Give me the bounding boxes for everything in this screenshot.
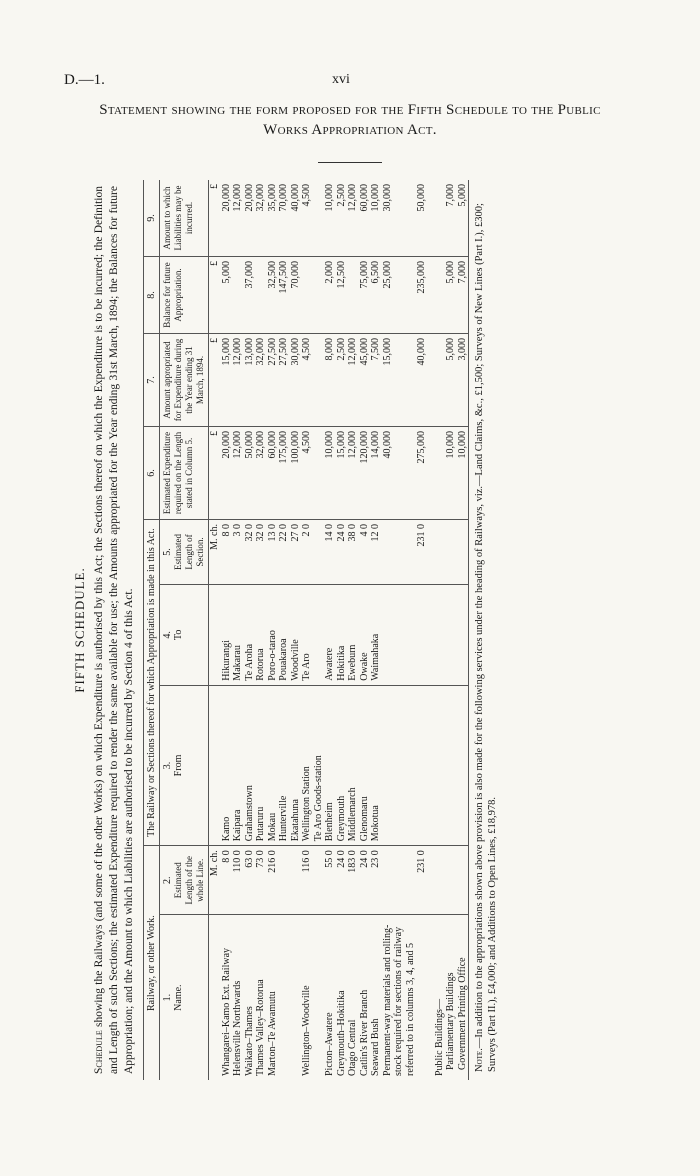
header-sections-group: The Railway or Sections thereof for which Appropriation is made in this Act. xyxy=(144,520,160,846)
public-buildings-heading-row xyxy=(434,180,446,1080)
section-length-chains: 0 xyxy=(255,524,266,529)
balance-future: 12,500 xyxy=(336,257,348,334)
whole-line-length-miles: 24 xyxy=(358,857,370,868)
section-length xyxy=(370,520,382,585)
section-to: Waimahaka xyxy=(370,585,382,686)
table-row xyxy=(255,180,267,1080)
total-liabilities: 50,000 xyxy=(416,180,428,257)
header-c2 xyxy=(160,846,209,915)
whole-line-length-miles: 116 xyxy=(301,857,312,873)
railway-name: Permanent-way materials and rolling-stock required for sections of railway referred to in columns 3, 4, and 5 xyxy=(381,924,416,1076)
section-from: Kaipara xyxy=(232,685,244,846)
header-c3-num: 3. xyxy=(162,761,173,770)
whole-line-length-chains: 0 xyxy=(255,850,266,856)
note-lead: Note. xyxy=(474,1048,485,1072)
header-railway-group: Railway, or other Work. xyxy=(144,846,160,1080)
whole-line-length-miles: 110 xyxy=(232,857,243,873)
section-length xyxy=(382,520,417,585)
section-from: Mokotua xyxy=(370,685,382,846)
amount-appropriated: 30,000 xyxy=(290,334,302,427)
balance-future: 70,000 xyxy=(290,257,302,334)
total-balance: 235,000 xyxy=(416,257,428,334)
header-c7: Amount appropriated for Expenditure during the Year ending 31 March, 1894. xyxy=(160,334,209,427)
whole-line-length xyxy=(290,846,302,915)
railway-name: Whangarei–Kamo Ext. Railway xyxy=(220,947,232,1076)
balance-future xyxy=(347,257,359,334)
header-c6: Estimated Expenditure required on the Length stated in Column 5. xyxy=(160,427,209,520)
table-row xyxy=(290,180,302,1080)
section-to: Awatere xyxy=(324,585,336,686)
whole-line-length-chains: 0 xyxy=(324,850,335,856)
table-row xyxy=(370,180,382,1080)
balance-future xyxy=(232,257,244,334)
section-length xyxy=(255,520,267,585)
page-number: xvi xyxy=(332,72,350,87)
liabilities-amount: 70,000 xyxy=(278,180,290,257)
header-c5-label: Estimated Length of Section. xyxy=(173,534,205,570)
table-row xyxy=(232,180,244,1080)
railway-name: Waikato–Thames xyxy=(243,1006,255,1076)
whole-line-length xyxy=(359,846,371,915)
estimated-expenditure: 15,000 xyxy=(336,427,348,520)
section-from: Grahamstown xyxy=(244,685,256,846)
section-from xyxy=(382,685,417,846)
header-c9: Amount to which Liabilities may be incurred. xyxy=(160,180,209,257)
whole-line-length xyxy=(301,846,313,915)
building-appropriated: 3,000 xyxy=(457,334,469,427)
liabilities-amount: 4,500 xyxy=(301,180,313,257)
amount-appropriated: 12,000 xyxy=(347,334,359,427)
liabilities-amount: 20,000 xyxy=(221,180,233,257)
section-length xyxy=(290,520,302,585)
header-c8: Balance for future Appropriation. xyxy=(160,257,209,334)
building-estimated: 10,000 xyxy=(457,427,469,520)
section-to: Makarau xyxy=(232,585,244,686)
section-length xyxy=(232,520,244,585)
public-buildings-heading: Public Buildings— xyxy=(433,999,445,1076)
section-to: Rotorua xyxy=(255,585,267,686)
section-length-miles: 12 xyxy=(370,531,381,542)
whole-line-length xyxy=(232,846,244,915)
section-length xyxy=(278,520,290,585)
section-length-chains: 0 xyxy=(278,524,289,529)
table-row xyxy=(221,180,233,1080)
balance-future: 25,000 xyxy=(382,257,417,334)
railway-name xyxy=(313,915,325,1080)
section-from: Greymouth xyxy=(336,685,348,846)
railway-name: Otago Central xyxy=(347,1019,358,1076)
total-length-m: 231 xyxy=(416,857,427,873)
total-section-m: 231 xyxy=(416,531,427,547)
rotated-schedule xyxy=(70,180,630,1080)
railway-name: Marton–Te Awamutu xyxy=(266,991,278,1076)
schedule-table xyxy=(143,180,469,1080)
whole-line-length-chains: 0 xyxy=(347,850,358,856)
amount-appropriated: 15,000 xyxy=(221,334,233,427)
section-length-chains: 0 xyxy=(347,524,358,529)
estimated-expenditure: 40,000 xyxy=(382,427,417,520)
section-length-chains: 0 xyxy=(266,524,278,529)
whole-line-length-miles: 216 xyxy=(266,857,278,873)
estimated-expenditure: 12,000 xyxy=(347,427,359,520)
section-from: Glenomaru xyxy=(359,685,371,846)
table-row xyxy=(278,180,290,1080)
header-c6-num: 6. xyxy=(144,427,160,520)
table-row xyxy=(382,180,417,1080)
whole-line-length-miles: 55 xyxy=(324,857,335,868)
railway-name xyxy=(278,915,290,1080)
section-length-miles: 38 xyxy=(347,531,358,542)
table-row xyxy=(359,180,371,1080)
section-to: Hikurangi xyxy=(221,585,233,686)
balance-future xyxy=(255,257,267,334)
amount-appropriated xyxy=(313,334,325,427)
whole-line-length xyxy=(347,846,359,915)
section-to: Te Aro xyxy=(301,585,313,686)
table-row xyxy=(267,180,279,1080)
header-c3 xyxy=(160,685,209,846)
header-c1-label: Name. xyxy=(173,984,184,1011)
section-to: Hokitika xyxy=(336,585,348,686)
railway-name xyxy=(290,915,302,1080)
whole-line-length-chains: 0 xyxy=(220,850,232,856)
table-row xyxy=(313,180,325,1080)
whole-line-length-chains: 0 xyxy=(370,850,381,856)
section-length-chains: 0 xyxy=(289,524,301,529)
section-to: Woodville xyxy=(290,585,302,686)
liabilities-amount: 30,000 xyxy=(382,180,417,257)
whole-line-length-miles: 63 xyxy=(243,857,255,868)
section-length xyxy=(347,520,359,585)
note-text: —In addition to the appropriations shown above provision is also made for the following services under the heading of Railways, viz.—Land Claims, &c., £1,500; Surveys of New Lines (Part I.), £300; Surveys (Part II.), £4,000; and Additions to Open Lines, £18,978. xyxy=(474,203,498,1072)
section-length-chains: 0 xyxy=(324,524,335,529)
section-length-miles: 13 xyxy=(266,531,278,542)
whole-line-length xyxy=(278,846,290,915)
header-c4-label: To xyxy=(173,629,184,641)
section-length xyxy=(221,520,233,585)
section-from: Mokau xyxy=(267,685,279,846)
section-length-miles: 4 xyxy=(358,531,370,537)
table-row xyxy=(244,180,256,1080)
section-to xyxy=(313,585,325,686)
section-length xyxy=(313,520,325,585)
section-length-miles: 27 xyxy=(289,531,301,542)
table-row xyxy=(445,180,457,1080)
section-length-miles: 24 xyxy=(335,531,347,542)
unit-pound: £ xyxy=(209,180,221,257)
section-length-miles: 14 xyxy=(324,531,335,542)
section-to: Pouakaroa xyxy=(278,585,290,686)
amount-appropriated: 12,000 xyxy=(232,334,244,427)
section-length xyxy=(336,520,348,585)
title-line-2: Works Appropriation Act. xyxy=(263,122,437,138)
section-to: Owake xyxy=(359,585,371,686)
amount-appropriated: 13,000 xyxy=(244,334,256,427)
section-length-chains: 0 xyxy=(220,524,232,529)
unit-pound: £ xyxy=(209,257,221,334)
building-name: Government Printing Office xyxy=(456,957,468,1070)
schedule-note xyxy=(473,188,499,1072)
section-length-chains: 0 xyxy=(301,524,312,529)
estimated-expenditure: 20,000 xyxy=(221,427,233,520)
balance-future: 32,500 xyxy=(267,257,279,334)
amount-appropriated: 8,000 xyxy=(324,334,336,427)
whole-line-length-miles: 23 xyxy=(370,857,381,868)
section-from: Blenheim xyxy=(324,685,336,846)
unit-m: M. xyxy=(209,538,220,550)
railway-name: Wellington–Woodville xyxy=(301,985,312,1076)
header-c7-num: 7. xyxy=(144,334,160,427)
liabilities-amount: 35,000 xyxy=(267,180,279,257)
section-from: Putaruru xyxy=(255,685,267,846)
railway-name: Thames Valley–Rotorua xyxy=(255,979,266,1076)
estimated-expenditure: 4,500 xyxy=(301,427,313,520)
unit-pound: £ xyxy=(209,427,221,520)
header-c3-label: From xyxy=(173,754,184,777)
building-liabilities: 5,000 xyxy=(457,180,469,257)
total-section-ch: 0 xyxy=(416,524,427,529)
table-row xyxy=(301,180,313,1080)
unit-pound: £ xyxy=(209,334,221,427)
section-from: Te Aro Goods-station xyxy=(313,685,325,846)
railway-total-row xyxy=(416,180,428,1080)
liabilities-amount: 40,000 xyxy=(290,180,302,257)
intro-text: showing the Railways (and some of the other Works) on which Expenditure is authorised by this Act; the Sections thereof on which the Expenditure is to be incurred; the Definition and Length of such Sections; the estimated Expenditure required to render the same available for use; the Amounts appropriated for the Year ending 31st March, 1894; the Balances for future Appropriation; and the Amount to which Liabilities are authorised to be incurred by Section 4 of this Act. xyxy=(93,185,135,1074)
section-length-miles: 32 xyxy=(255,531,266,542)
amount-appropriated: 27,500 xyxy=(278,334,290,427)
whole-line-length-chains: 0 xyxy=(232,850,243,856)
railway-name: Picton–Awatere xyxy=(324,1012,335,1076)
amount-appropriated: 32,000 xyxy=(255,334,267,427)
section-length xyxy=(359,520,371,585)
liabilities-amount: 60,000 xyxy=(359,180,371,257)
unit-m: M. xyxy=(209,864,220,877)
whole-line-length xyxy=(255,846,267,915)
whole-line-length-chains: 0 xyxy=(243,850,255,856)
estimated-expenditure: 60,000 xyxy=(267,427,279,520)
header-c2-label: Estimated Length of the whole Line. xyxy=(173,856,205,905)
whole-line-length-chains: 0 xyxy=(266,850,278,856)
liabilities-amount: 32,000 xyxy=(255,180,267,257)
estimated-expenditure: 100,000 xyxy=(290,427,302,520)
unit-ch: ch. xyxy=(209,524,220,536)
table-row xyxy=(336,180,348,1080)
railway-name: Greymouth–Hokitika xyxy=(335,990,347,1076)
whole-line-length-miles: 24 xyxy=(335,857,347,868)
whole-line-length xyxy=(324,846,336,915)
liabilities-amount: 12,000 xyxy=(347,180,359,257)
section-length-chains: 0 xyxy=(232,524,243,529)
balance-future: 6,500 xyxy=(370,257,382,334)
table-row xyxy=(457,180,469,1080)
estimated-expenditure: 50,000 xyxy=(244,427,256,520)
header-c1 xyxy=(160,915,209,1080)
section-from: Ekatahuna xyxy=(290,685,302,846)
header-c8-num: 8. xyxy=(144,257,160,334)
document-code: D.—1. xyxy=(64,72,105,88)
section-to: Te Aroha xyxy=(244,585,256,686)
amount-appropriated: 27,500 xyxy=(267,334,279,427)
section-length-chains: 0 xyxy=(358,524,370,529)
section-length xyxy=(244,520,256,585)
header-c1-num: 1. xyxy=(162,993,173,1002)
whole-line-length xyxy=(221,846,233,915)
units-row xyxy=(209,180,221,1080)
building-estimated: 10,000 xyxy=(445,427,457,520)
section-length-miles: 32 xyxy=(243,531,255,542)
total-length-ch: 0 xyxy=(416,850,427,856)
liabilities-amount: 2,500 xyxy=(336,180,348,257)
total-estimated: 275,000 xyxy=(416,427,428,520)
schedule-title: FIFTH SCHEDULE. xyxy=(72,567,87,693)
amount-appropriated: 2,500 xyxy=(336,334,348,427)
amount-appropriated: 15,000 xyxy=(382,334,417,427)
section-length-miles: 2 xyxy=(301,531,312,537)
balance-future: 5,000 xyxy=(221,257,233,334)
title-line-1: Statement showing the form proposed for the Fifth Schedule to the Public xyxy=(99,102,601,118)
section-from: Hunterville xyxy=(278,685,290,846)
total-appropriated: 40,000 xyxy=(416,334,428,427)
section-length xyxy=(324,520,336,585)
building-name: Parliamentary Buildings xyxy=(445,972,456,1070)
section-length-miles: 22 xyxy=(278,531,289,542)
whole-line-length xyxy=(370,846,382,915)
header-c5-num: 5. xyxy=(162,548,173,556)
schedule-intro xyxy=(92,186,137,1074)
section-length-chains: 0 xyxy=(243,524,255,529)
whole-line-length-miles: 8 xyxy=(220,857,232,863)
whole-line-length xyxy=(244,846,256,915)
header-c4-num: 4. xyxy=(162,631,173,639)
whole-line-length-chains: 0 xyxy=(358,850,370,856)
table-row xyxy=(324,180,336,1080)
section-length-chains: 0 xyxy=(370,524,381,529)
balance-future: 75,000 xyxy=(359,257,371,334)
section-length-miles: 3 xyxy=(232,531,243,537)
whole-line-length-miles: 73 xyxy=(255,857,266,868)
building-liabilities: 7,000 xyxy=(445,180,457,257)
estimated-expenditure xyxy=(313,427,325,520)
building-appropriated: 5,000 xyxy=(445,334,457,427)
liabilities-amount xyxy=(313,180,325,257)
liabilities-amount: 12,000 xyxy=(232,180,244,257)
section-length xyxy=(301,520,313,585)
whole-line-length xyxy=(267,846,279,915)
amount-appropriated: 7,500 xyxy=(370,334,382,427)
balance-future: 37,000 xyxy=(244,257,256,334)
section-from: Wellington Station xyxy=(301,685,313,846)
intro-lead: Schedule xyxy=(93,1030,105,1074)
estimated-expenditure: 120,000 xyxy=(359,427,371,520)
header-c4 xyxy=(160,585,209,686)
unit-ch: ch. xyxy=(209,850,220,863)
whole-line-length-chains: 0 xyxy=(335,850,347,856)
section-length-chains: 0 xyxy=(335,524,347,529)
whole-line-length-chains: 0 xyxy=(301,850,312,856)
estimated-expenditure: 12,000 xyxy=(232,427,244,520)
title-rule xyxy=(318,162,382,163)
balance-future xyxy=(313,257,325,334)
balance-future: 147,500 xyxy=(278,257,290,334)
section-from: Kamo xyxy=(221,685,233,846)
section-from: Middlemarch xyxy=(347,685,359,846)
section-to: Poro-o-tarao xyxy=(267,585,279,686)
table-row xyxy=(347,180,359,1080)
amount-appropriated: 4,500 xyxy=(301,334,313,427)
whole-line-length-miles: 183 xyxy=(347,857,358,873)
whole-line-length xyxy=(382,846,417,915)
railway-name: Seaward Bush xyxy=(370,1018,381,1076)
header-c9-num: 9. xyxy=(144,180,160,257)
liabilities-amount: 10,000 xyxy=(370,180,382,257)
railway-name: Helensville Northwards xyxy=(232,980,243,1076)
header-c5 xyxy=(160,520,209,585)
section-length xyxy=(267,520,279,585)
building-balance: 7,000 xyxy=(457,257,469,334)
section-to xyxy=(382,585,417,686)
estimated-expenditure: 175,000 xyxy=(278,427,290,520)
liabilities-amount: 10,000 xyxy=(324,180,336,257)
estimated-expenditure: 10,000 xyxy=(324,427,336,520)
header-c2-num: 2. xyxy=(162,876,173,884)
section-to: Eweburn xyxy=(347,585,359,686)
balance-future: 2,000 xyxy=(324,257,336,334)
whole-line-length xyxy=(313,846,325,915)
estimated-expenditure: 32,000 xyxy=(255,427,267,520)
railway-name: Catlin's River Branch xyxy=(358,989,370,1076)
liabilities-amount: 20,000 xyxy=(244,180,256,257)
building-balance: 5,000 xyxy=(445,257,457,334)
section-length-miles: 8 xyxy=(220,531,232,537)
estimated-expenditure: 14,000 xyxy=(370,427,382,520)
statement-title xyxy=(40,100,660,140)
whole-line-length xyxy=(336,846,348,915)
balance-future xyxy=(301,257,313,334)
amount-appropriated: 45,000 xyxy=(359,334,371,427)
